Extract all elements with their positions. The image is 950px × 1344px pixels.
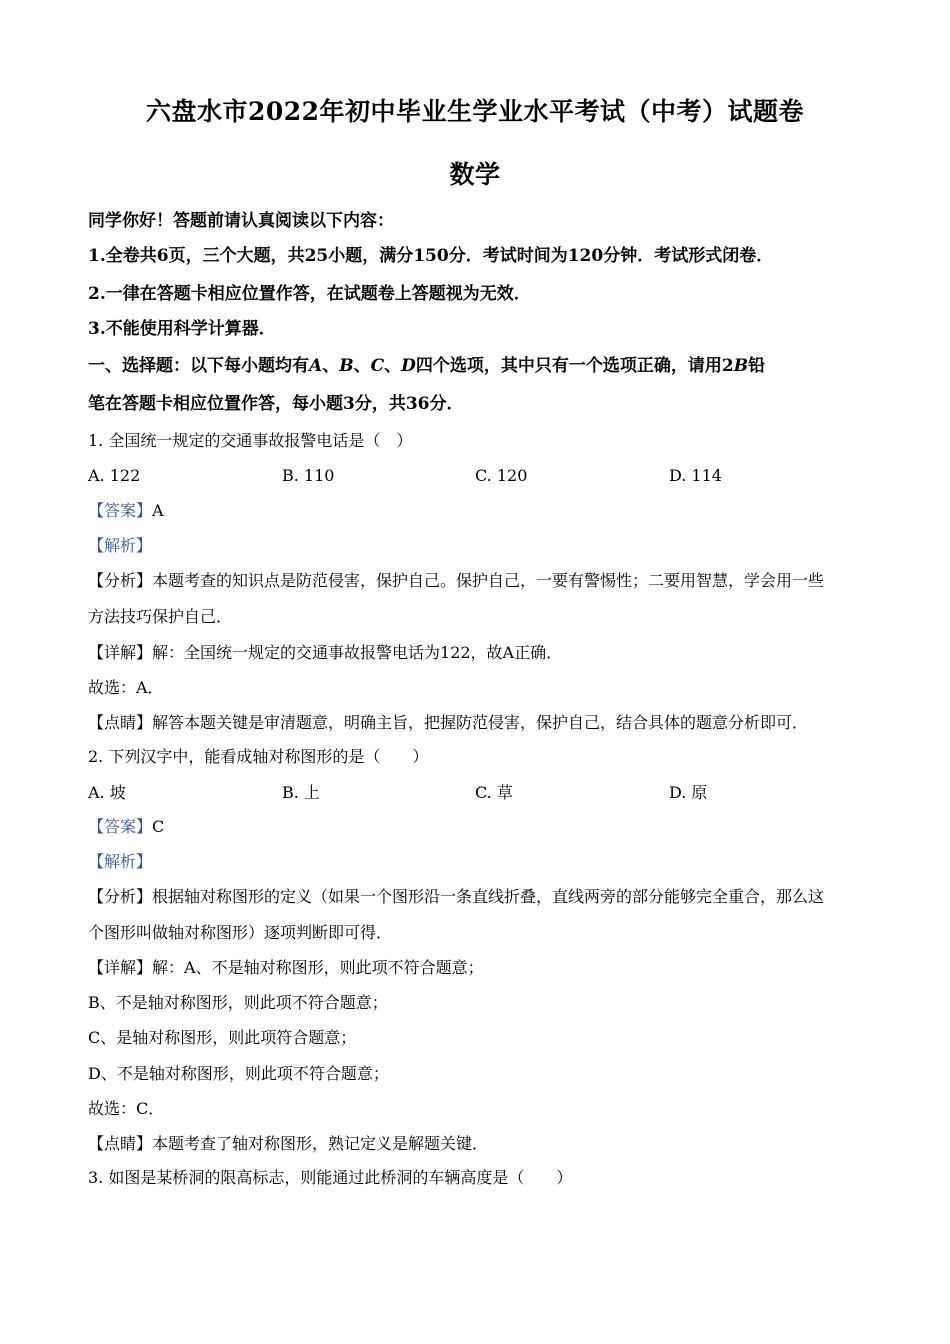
question-2-analysis <box>88 851 868 873</box>
analysis-tag: 【解析】 <box>88 852 153 871</box>
section-heading-text-1: 一、选择题：以下每小题均有 <box>88 356 309 376</box>
question-2-detail-line1 <box>88 957 868 979</box>
answer-tag: 【答案】 <box>88 817 153 836</box>
question-1-comment <box>88 712 868 734</box>
exam-title: 六盘水市2022年初中毕业生学业水平考试（中考）试题卷 <box>145 97 805 126</box>
question-2-option-a: A. 坡 <box>88 783 126 802</box>
comment-text: 解答本题关键是审清题意，明确主旨，把握防范侵害，保护自己，结合具体的题意分析即可． <box>152 713 809 732</box>
question-2-detail-line3: C、是轴对称图形，则此项符合题意； <box>88 1028 357 1047</box>
section-heading-line1 <box>88 355 868 377</box>
option-letter-a: A <box>309 356 323 376</box>
question-2-option-b: B. 上 <box>282 783 320 802</box>
option-letter-c: C <box>370 356 385 376</box>
fenxi-text: 本题考查的知识点是防范侵害，保护自己。保护自己，一要有警惕性；二要用智慧，学会用一些 <box>152 571 825 590</box>
question-3-stem: 3. 如图是某桥洞的限高标志，则能通过此桥洞的车辆高度是（ ） <box>88 1168 573 1187</box>
question-2-fenxi-line1 <box>88 886 868 908</box>
question-2-comment <box>88 1133 868 1155</box>
section-heading-text-3: 铅 <box>748 356 766 376</box>
answer-value: C <box>152 817 165 836</box>
fenxi-text: 根据轴对称图形的定义（如果一个图形沿一条直线折叠，直线两旁的部分能够完全重合，那么这 <box>152 887 825 906</box>
question-1-detail <box>88 642 868 664</box>
question-2-fenxi-line2: 个图形叫做轴对称图形）逐项判断即可得． <box>88 923 393 942</box>
question-2-option-d: D. 原 <box>669 783 708 802</box>
question-1-fenxi-line2: 方法技巧保护自己． <box>88 607 233 626</box>
question-1-option-a: A. 122 <box>88 466 141 485</box>
question-1-option-d: D. 114 <box>669 466 722 485</box>
subject-title: 数学 <box>449 160 501 189</box>
separator: 、 <box>353 356 371 376</box>
question-1-option-b: B. 110 <box>282 466 335 485</box>
separator: 、 <box>384 356 402 376</box>
option-letter-d: D <box>401 356 416 376</box>
separator: 、 <box>322 356 340 376</box>
comment-tag: 【点睛】 <box>88 1134 153 1153</box>
detail-tag: 【详解】 <box>88 958 153 977</box>
comment-text: 本题考查了轴对称图形，熟记定义是解题关键． <box>152 1134 489 1153</box>
question-1-answer <box>88 500 868 522</box>
answer-value: A <box>152 501 164 520</box>
section-heading-line2: 笔在答题卡相应位置作答，每小题3分，共36分． <box>88 394 464 414</box>
notice-item-1: 1.全卷共6页，三个大题，共25小题，满分150分．考试时间为120分钟．考试形式闭卷． <box>88 246 774 266</box>
question-2-detail-line4: D、不是轴对称图形，则此项不符合题意； <box>88 1064 389 1083</box>
detail-tag: 【详解】 <box>88 643 153 662</box>
comment-tag: 【点睛】 <box>88 713 153 732</box>
option-letter-b: B <box>339 356 354 376</box>
question-1-choose: 故选：A． <box>88 678 164 697</box>
question-2-detail-line2: B、不是轴对称图形，则此项不符合题意； <box>88 993 388 1012</box>
detail-text: 解：全国统一规定的交通事故报警电话为122，故A正确． <box>152 643 563 662</box>
question-1-option-c: C. 120 <box>475 466 528 485</box>
pencil-grade-letter: B <box>733 356 749 376</box>
question-1-fenxi-line1 <box>88 570 868 592</box>
notice-greeting: 同学你好！答题前请认真阅读以下内容： <box>88 211 394 231</box>
section-heading-text-2: 四个选项，其中只有一个选项正确，请用 <box>415 356 722 376</box>
question-2-stem: 2. 下列汉字中，能看成轴对称图形的是（ ） <box>88 747 429 766</box>
fenxi-tag: 【分析】 <box>88 887 153 906</box>
detail-text: 解：A、不是轴对称图形，则此项不符合题意； <box>152 958 484 977</box>
notice-item-2: 2.一律在答题卡相应位置作答，在试题卷上答题视为无效． <box>88 284 531 304</box>
question-2-answer <box>88 816 868 838</box>
question-2-choose: 故选：C． <box>88 1099 165 1118</box>
question-1-stem: 1. 全国统一规定的交通事故报警电话是（ ） <box>88 431 413 450</box>
analysis-tag: 【解析】 <box>88 536 153 555</box>
notice-item-3: 3.不能使用科学计算器． <box>88 319 276 339</box>
question-1-analysis <box>88 535 868 557</box>
answer-tag: 【答案】 <box>88 501 153 520</box>
pencil-grade-number: 2 <box>721 356 734 376</box>
question-2-option-c: C. 草 <box>475 783 513 802</box>
fenxi-tag: 【分析】 <box>88 571 153 590</box>
